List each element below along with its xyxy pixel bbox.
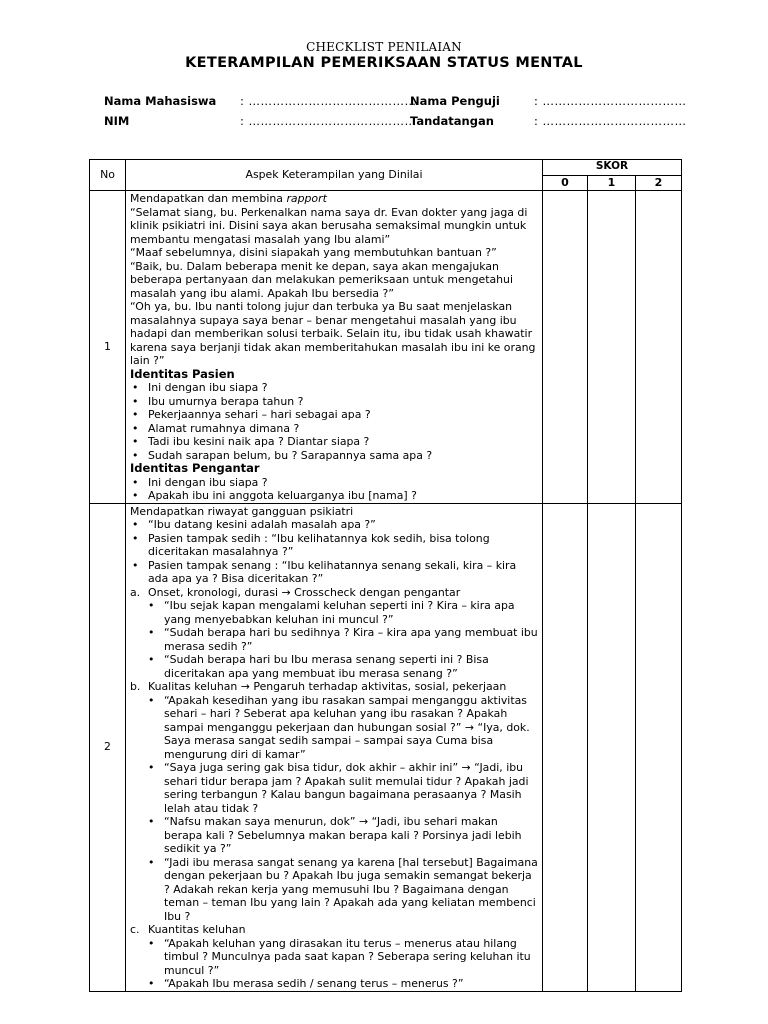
identitas-pasien-heading: Identitas Pasien <box>130 366 235 381</box>
section-b-list <box>146 694 539 924</box>
nama-penguji-label: Nama Penguji <box>410 94 500 108</box>
header-no: No <box>90 160 126 191</box>
list-item: • Ini dengan ibu siapa ? <box>130 476 539 490</box>
list-item: • “Nafsu makan saya menurun, dok” → “Jadi, ibu sehari makan berapa kali ? Sebelumnya makan berapa kali ? Porsinya jadi lebih sedikit ya ?” <box>146 815 539 856</box>
table-row <box>90 191 682 504</box>
score-cell-0[interactable] <box>543 191 588 504</box>
assessment-table <box>89 159 682 992</box>
score-cell-1[interactable] <box>588 191 636 504</box>
identitas-pasien-list <box>130 381 539 462</box>
score-cell-1[interactable] <box>588 503 636 991</box>
identitas-pengantar-heading: Identitas Pengantar <box>130 461 260 475</box>
list-item: • “Ibu datang kesini adalah masalah apa ?” <box>130 518 539 532</box>
list-item: • Sudah sarapan belum, bu ? Sarapannya sama apa ? <box>130 449 539 463</box>
list-item: • Pasien tampak sedih : “Ibu kelihatannya kok sedih, bisa tolong diceritakan masalahnya ?” <box>130 532 539 559</box>
nim-label: NIM <box>104 114 130 128</box>
arrow-right-icon: → <box>240 680 250 693</box>
list-item: • Apakah ibu ini anggota keluarganya ibu [nama] ? <box>130 489 539 503</box>
nama-penguji-field[interactable]: : ……………………………… <box>534 94 687 108</box>
list-item: • “Apakah keluhan yang dirasakan itu terus – menerus atau hilang timbul ? Munculnya pada saat kapan ? Seberapa sering keluhan itu muncul ?” <box>146 937 539 978</box>
list-item: • “Apakah kesedihan yang ibu rasakan sampai menganggu aktivitas sehari – hari ? Seberat apa keluhan yang ibu rasakan ? Apakah sampai menganggu pekerjaan dan hubungan sosial ?” → “Iya, dok. Saya merasa sangat sedih sampai – sampai saya Cuma bisa mengurung diri di kamar” <box>146 694 539 762</box>
section-b: b. Kualitas keluhan → Pengaruh terhadap aktivitas, sosial, pekerjaan <box>130 680 507 693</box>
list-item: • Ibu umurnya berapa tahun ? <box>130 395 539 409</box>
list-item: • “Ibu sejak kapan mengalami keluhan seperti ini ? Kira – kira apa yang menyebabkan keluhan ini muncul ?” <box>146 599 539 626</box>
section-c-list <box>146 937 539 991</box>
list-item: • “Sudah berapa hari bu sedihnya ? Kira – kira apa yang membuat ibu merasa sedih ?” <box>146 626 539 653</box>
section-a: a. Onset, kronologi, durasi → Crosscheck dengan pengantar <box>130 585 461 599</box>
score-cell-2[interactable] <box>636 191 682 504</box>
nama-mahasiswa-field[interactable]: : …………………………………… <box>240 94 417 108</box>
section-a-list <box>146 599 539 680</box>
paragraph: “Selamat siang, bu. Perkenalkan nama saya dr. Evan dokter yang jaga di klinik psikiatri ini. Disini saya akan berusaha semaksimal mungkin untuk membantu mengatasi masalah yang Ibu alami” <box>130 205 528 246</box>
checklist-subtitle: CHECKLIST PENILAIAN <box>306 40 462 54</box>
row-content <box>126 191 543 504</box>
header-score-1: 1 <box>588 175 636 191</box>
list-item: • “Jadi ibu merasa sangat senang ya karena [hal tersebut] Bagaimana dengan pekerjaan bu ? Apakah Ibu juga semakin semangat bekerja ? Adakah rekan kerja yang memusuhi Ibu ? Bagaimana dengan teman – teman Ibu yang lain ? Apakah ada yang keliatan membenci Ibu ? <box>146 856 539 924</box>
list-item: • “Apakah Ibu merasa sedih / senang terus – menerus ?” <box>146 977 539 991</box>
row-intro: Mendapatkan dan membina rapport <box>130 192 327 205</box>
list-item: • “Saya juga sering gak bisa tidur, dok akhir – akhir ini” → “Jadi, ibu sehari tidur berapa jam ? Apakah sulit memulai tidur ? Apakah jadi sering terbangun ? Kalau bangun bagaimana perasaanya ? Masih lelah atau tidak ? <box>146 761 539 815</box>
opening-bullets <box>130 518 539 586</box>
row-intro: Mendapatkan riwayat gangguan psikiatri <box>130 504 354 518</box>
row-number: 2 <box>90 503 126 991</box>
section-c: c. Kuantitas keluhan <box>130 923 246 936</box>
list-item: • Pasien tampak senang : “Ibu kelihatannya senang sekali, kira – kira ada apa ya ? Bisa diceritakan ?” <box>130 559 539 586</box>
list-item: • Tadi ibu kesini naik apa ? Diantar siapa ? <box>130 435 539 449</box>
header-skor: SKOR <box>543 160 682 176</box>
row-number: 1 <box>90 191 126 504</box>
paragraph: “Oh ya, bu. Ibu nanti tolong jujur dan terbuka ya Bu saat menjelaskan masalahnya supaya saya benar – benar mengetahui masalah yang ibu hadapi dan memberikan solusi terbaik. Selain itu, ibu tidak usah khawatir karena saya berjanji tidak akan memberitahukan masalah ibu ini ke orang lain ?” <box>130 300 536 367</box>
arrow-right-icon: → <box>281 585 291 599</box>
header-score-0: 0 <box>543 175 588 191</box>
header-score-2: 2 <box>636 175 682 191</box>
list-item: • Pekerjaannya sehari – hari sebagai apa ? <box>130 408 539 422</box>
table-row <box>90 503 682 991</box>
paragraph: “Baik, bu. Dalam beberapa menit ke depan, saya akan mengajukan beberapa pertanyaan dan melakukan pemeriksaan untuk mengetahui masalah yang ibu alami. Apakah Ibu bersedia ?” <box>130 259 513 300</box>
list-item: • Alamat rumahnya dimana ? <box>130 422 539 436</box>
identitas-pengantar-list <box>130 476 539 503</box>
row-content <box>126 503 543 991</box>
paragraph: “Maaf sebelumnya, disini siapakah yang membutuhkan bantuan ?” <box>130 246 497 259</box>
tandatangan-field[interactable]: : ……………………………… <box>534 114 687 128</box>
tandatangan-label: Tandatangan <box>410 114 494 128</box>
score-cell-2[interactable] <box>636 503 682 991</box>
list-item: • Ini dengan ibu siapa ? <box>130 381 539 395</box>
score-cell-0[interactable] <box>543 503 588 991</box>
nim-field[interactable]: : …………………………………… <box>240 114 417 128</box>
list-item: • “Sudah berapa hari bu Ibu merasa senang seperti ini ? Bisa diceritakan apa yang membuat ibu merasa senang ?” <box>146 653 539 680</box>
document-title: KETERAMPILAN PEMERIKSAAN STATUS MENTAL <box>185 55 583 71</box>
header-aspek: Aspek Keterampilan yang Dinilai <box>126 160 543 191</box>
nama-mahasiswa-label: Nama Mahasiswa <box>104 94 217 108</box>
